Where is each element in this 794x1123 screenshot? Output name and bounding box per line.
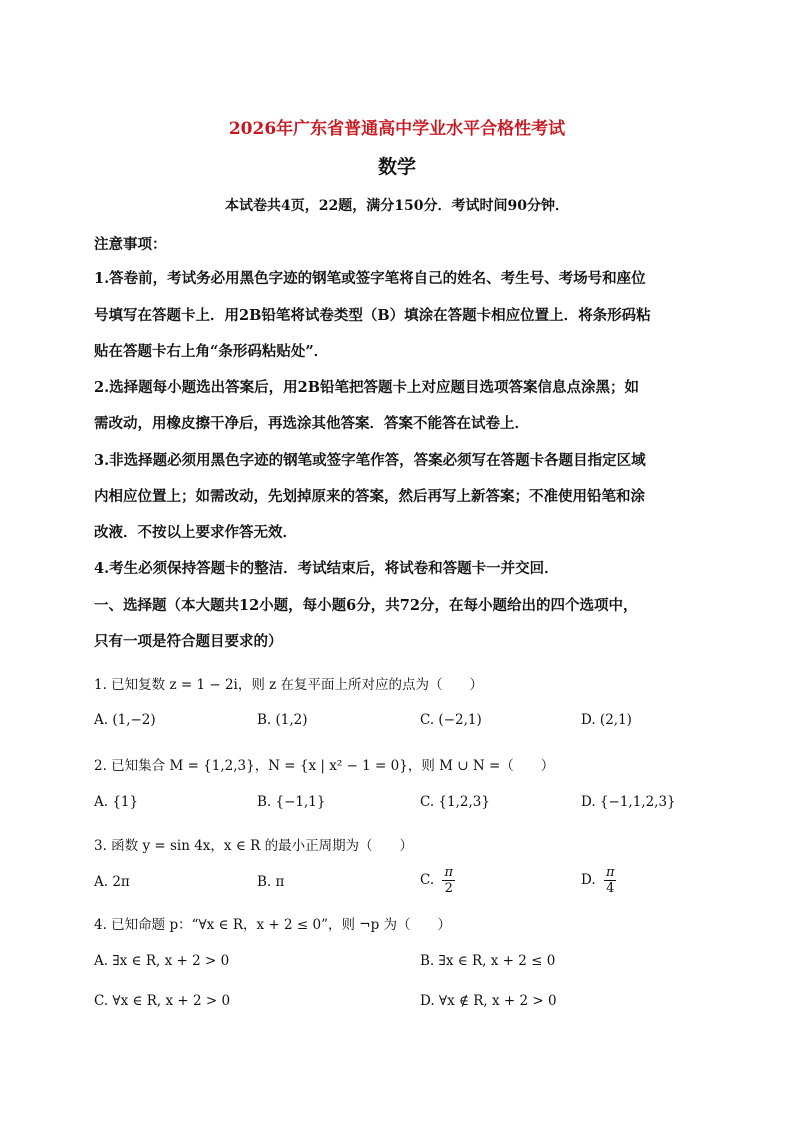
exam-meta: 本试卷共4页，22题，满分150分．考试时间90分钟． [225, 198, 569, 214]
option-c: C. {1,2,3} [420, 794, 490, 810]
fraction-denominator: 4 [606, 881, 615, 896]
question-stem: 2. 已知集合 M = {1,2,3}，N = {x | x² − 1 = 0}，则 M ∪ N =（ ） [94, 758, 555, 774]
option-c: C. (−2,1) [420, 712, 482, 728]
notice-line: 号填写在答题卡上．用2B铅笔将试卷类型（B）填涂在答题卡相应位置上．将条形码粘 [94, 307, 651, 324]
fraction-pi-over-4 [604, 865, 617, 896]
fraction-pi-over-2 [442, 865, 455, 896]
question-stem: 3. 函数 y = sin 4x，x ∈ R 的最小正周期为（ ） [94, 838, 414, 854]
option-d: D. ∀x ∉ R, x + 2 > 0 [420, 993, 557, 1009]
notice-line: 需改动，用橡皮擦干净后，再选涂其他答案．答案不能答在试卷上． [94, 415, 529, 432]
option-d-label: D. [581, 872, 596, 888]
notice-line: 内相应位置上；如需改动，先划掉原来的答案，然后再写上新答案；不准使用铅笔和涂 [94, 488, 645, 505]
option-d: D. {−1,1,2,3} [581, 794, 676, 810]
option-c-label: C. [420, 872, 435, 888]
section-heading: 一、选择题（本大题共12小题，每小题6分，共72分，在每小题给出的四个选项中， [94, 597, 638, 614]
option-c: C. ∀x ∈ R, x + 2 > 0 [94, 993, 231, 1009]
option-b: B. π [257, 874, 285, 890]
option-b: B. {−1,1} [257, 794, 326, 810]
question-stem: 4. 已知命题 p：“∀x ∈ R，x + 2 ≤ 0”，则 ¬p 为（ ） [94, 917, 452, 933]
section-heading-cont: 只有一项是符合题目要求的） [94, 633, 283, 650]
notice-line: 2.选择题每小题选出答案后，用2B铅笔把答题卡上对应题目选项答案信息点涂黑；如 [94, 379, 639, 396]
question-stem: 1. 已知复数 z = 1 − 2i，则 z 在复平面上所对应的点为（ ） [94, 677, 484, 693]
option-a: A. ∃x ∈ R, x + 2 > 0 [94, 953, 230, 969]
option-a: A. {1} [94, 794, 139, 810]
option-d: D. (2,1) [581, 712, 632, 728]
option-d [581, 865, 616, 896]
fraction-numerator: π [444, 865, 453, 880]
exam-title: 2026年广东省普通高中学业水平合格性考试 [228, 119, 566, 139]
subject-heading: 数学 [377, 156, 416, 178]
notice-line: 1.答卷前，考试务必用黑色字迹的钢笔或签字笔将自己的姓名、考生号、考场号和座位 [94, 270, 646, 287]
option-a: A. (1,−2) [94, 712, 156, 728]
notice-line: 4.考生必须保持答题卡的整洁．考试结束后，将试卷和答题卡一并交回． [94, 560, 559, 577]
option-a: A. 2π [94, 874, 130, 890]
notice-line: 改液．不按以上要求作答无效． [94, 524, 297, 541]
notice-line: 贴在答题卡右上角“条形码粘贴处”． [94, 343, 329, 360]
option-b: B. ∃x ∈ R, x + 2 ≤ 0 [420, 953, 556, 969]
fraction-numerator: π [605, 865, 615, 880]
option-c [420, 865, 455, 896]
notice-heading: 注意事项： [94, 236, 167, 253]
option-b: B. (1,2) [257, 712, 308, 728]
notice-line: 3.非选择题必须用黑色字迹的钢笔或签字笔作答，答案必须写在答题卡各题目指定区域 [94, 452, 646, 469]
fraction-denominator: 2 [444, 881, 453, 896]
